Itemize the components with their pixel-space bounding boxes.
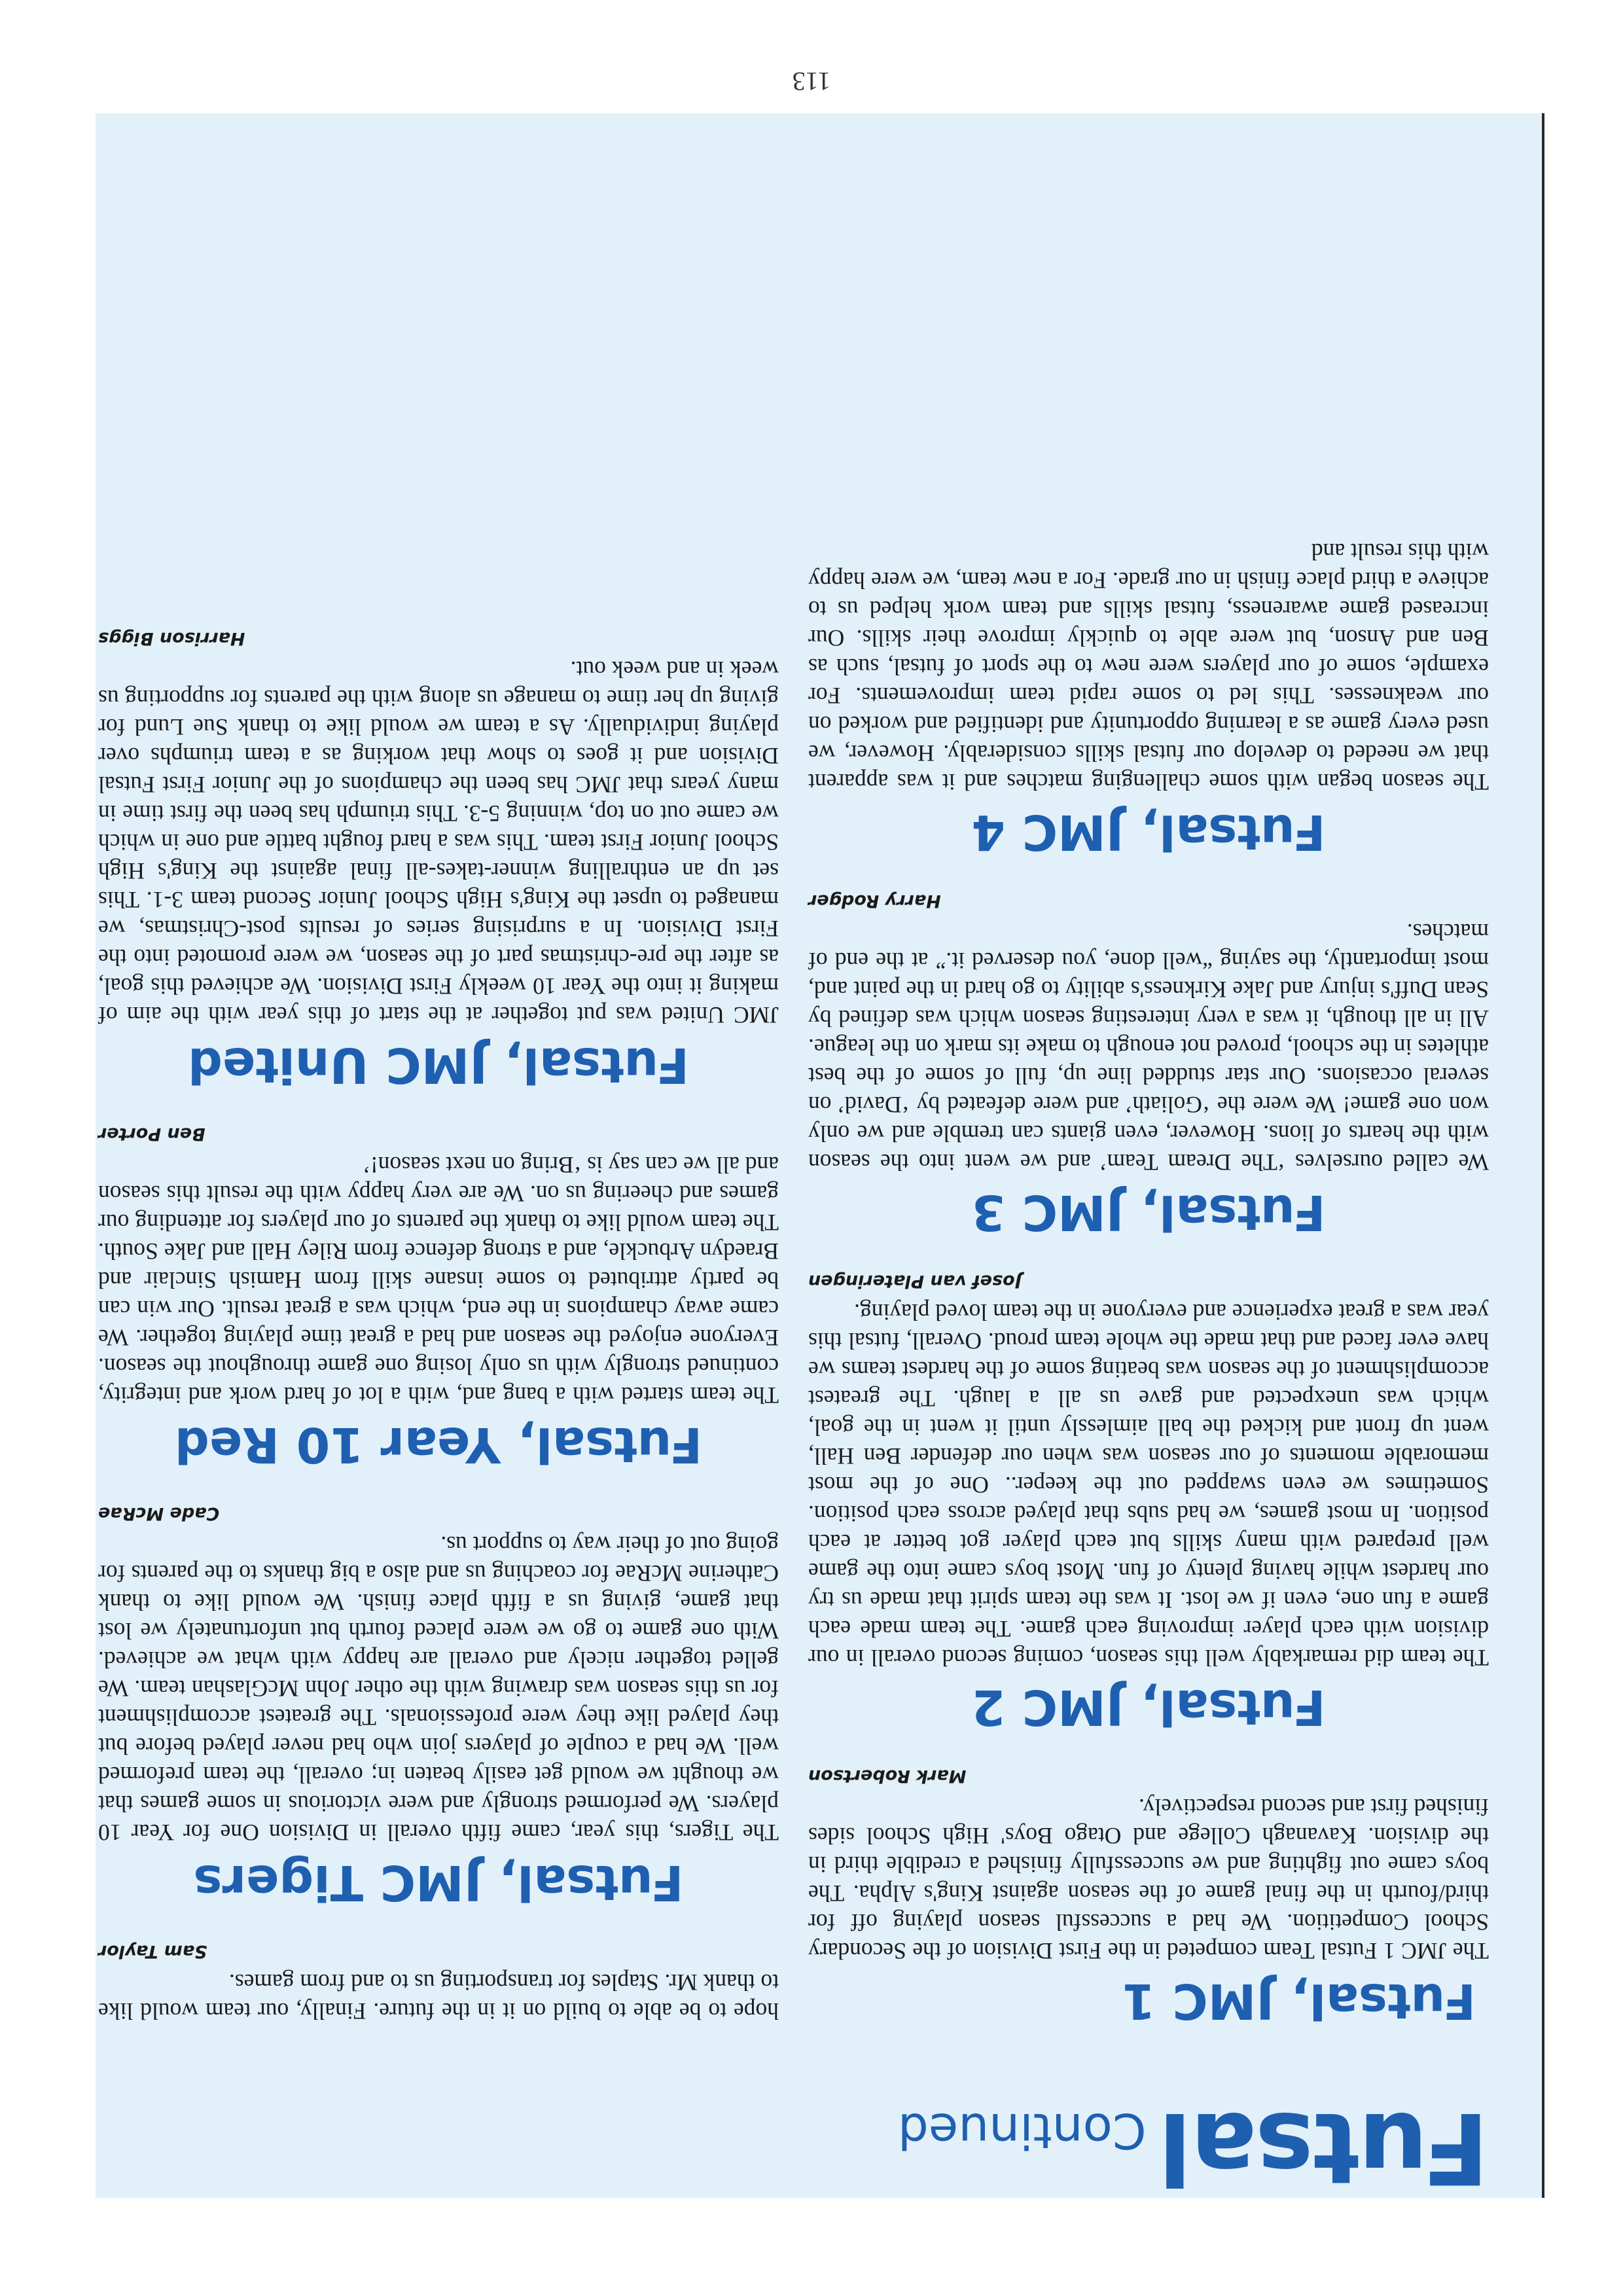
section-author: Cade McRae — [98, 1503, 220, 1524]
right-column — [98, 594, 779, 2181]
section-author: Harry Rodger — [808, 890, 941, 911]
section-body: The team did remarkably well this season, coming second overall in our division with each player improving each game. The team made each game a fun one, even if we lost. It was the team spirit that made us try our hardest while having plenty of fun. Most boys came into the game well prepared with many skills but each player got better at each position. In most games, we had subs that played across each position. Sometimes we even swapped out the keeper.. One of the most memorable moments of our season was when our defender Ben Hall, went up front and kicked the ball aimlessly until it went in the goal, which was unexpected and gave us all a laugh. The greatest accomplishment of the season was beating some of the hardest teams we have ever faced and that made the whole team proud. Overall, futsal this year was a great experience and everyone in the team loved playing. — [808, 1299, 1489, 1671]
section-author: Harrison Biggs — [98, 628, 245, 649]
section-body: The team started with a bang and, with a lot of hard work and integrity, continued strongly with us only losing one game throughout the season. Everyone enjoyed the season and had a great time playing together. We came away champions in the end, which was a great result. Our win can be partly attributed to some insane skill from Hamish Sinclair and Braedyn Arbuckle, and a strong defence from Riley Hall and Jake South. The team would like to thank the parents of our players for attending our games and cheering us on. We are very happy with the result this season and all we can say is ‘Bring on next season!’ — [98, 1151, 779, 1408]
section-body: The season began with some challenging matches and it was apparent that we needed to develop our futsal skills considerably. However, we used every game as a learning opportunity and identified and worked on our weaknesses. This led to some rapid team improvements. For example, some of our players were new to the sport of futsal, such as Ben and Anson, but were able to quickly improve their skills. Our increased game awareness, futsal skills and team work helped us to achieve a third place finish in our grade. For a new team, we were happy with this result and — [808, 539, 1489, 796]
heading-title: Futsal — [1159, 2090, 1489, 2204]
heading-subtitle: Continued — [897, 2102, 1147, 2159]
section-title: Futsal, JMC 3 — [971, 1183, 1326, 1240]
section-jmc4 — [808, 537, 1489, 860]
section-jmc1 — [808, 1766, 1489, 2029]
section-author: Mark Robertson — [808, 1766, 967, 1787]
section-author: Ben Porter — [98, 1123, 205, 1144]
section-title: Futsal, JMC 4 — [971, 803, 1326, 860]
section-tigers — [98, 1503, 779, 1910]
section-body: The JMC 1 Futsal Team competed in the First Division of the Secondary School Competition. We had a successful season playing off for third/fourth in the final game of the season against King's Alpha. The boys came out fighting and we successfully finished a credible third in the division. Kavanagh College and Otago Boys' High School sides finished first and second respectively. — [808, 1794, 1489, 1965]
section-title: Futsal, Year 10 Red — [174, 1416, 703, 1473]
section-body: We called ourselves ‘The Dream Team’ and we went into the season with the hearts of lions. However, even giants can tremble and we only won one game! We were the ‘Goliath’ and were defeated by ‘David’ on several occasions. Our star studded line up, full of some of the best athletes in the school, proved not enough to make its mark on the league. All in all though, it was a very interesting season which was defined by Sean Duff's injury and Jake Kirkness's ability to go hard in the paint and, most importantly, the saying “well done, you deserved it.” at the end of matches. — [808, 918, 1489, 1175]
section-united — [98, 628, 779, 1093]
section-author: Josef van Plateringen — [808, 1270, 1022, 1291]
section-jmc4-continued — [98, 1941, 779, 2026]
section-year10red — [98, 1123, 779, 1473]
section-body: hope to be able to build on it in the future. Finally, our team would like to thank Mr. Staples for transporting us to and from games. — [98, 1969, 779, 2024]
section-title: Futsal, JMC United — [187, 1036, 690, 1093]
section-jmc3 — [808, 890, 1489, 1240]
section-title: Futsal, JMC 1 — [1122, 1973, 1476, 2029]
left-column — [808, 537, 1489, 2181]
section-body: JMC United was put together at the start of this year with the aim of making it into the Year 10 weekly First Division. We achieved this goal, as after the pre-christmas part of the season, we were promoted into the First Division. In a surprising series of results post-Christmas, we managed to upset the King's High School Junior Second team 3-1. This set up an enthralling winner-takes-all final against the King's High School Junior First team. This was a hard fought battle and one in which we came out on top, winning 5-3. This triumph has been the first time in many years that JMC has been the champions of the Junior First Futsal Division and it goes to show that working as a team triumphs over playing individually. As a team we would like to thank Sue Lund for giving up her time to manage us along with the parents for supporting us week in and week out. — [98, 656, 779, 1028]
page-number: 113 — [792, 67, 831, 96]
section-body: The Tigers, this year, came fifth overall in Division One for Year 10 players. We performed strongly and were victorious in some games that we thought we would get easily beaten in; overall, the team preformed well. We had a couple of players join who had never played before but they played like they were professionals. The greatest accomplishment for us this season was drawing with the other John McGlashan team. We gelled together nicely and overall are happy with what we achieved. With one game to go we were placed fourth but unfortunately we lost that game, giving us a fifth place finish. We would like to thank Catherine McRae for coaching us and also a big thanks to the parents for going out of their way to support us. — [98, 1532, 779, 1846]
section-jmc2 — [808, 1270, 1489, 1736]
section-title: Futsal, JMC 2 — [971, 1679, 1326, 1736]
section-author: Sam Taylor — [98, 1941, 207, 1962]
section-title: Futsal, JMC Tigers — [193, 1854, 684, 1910]
